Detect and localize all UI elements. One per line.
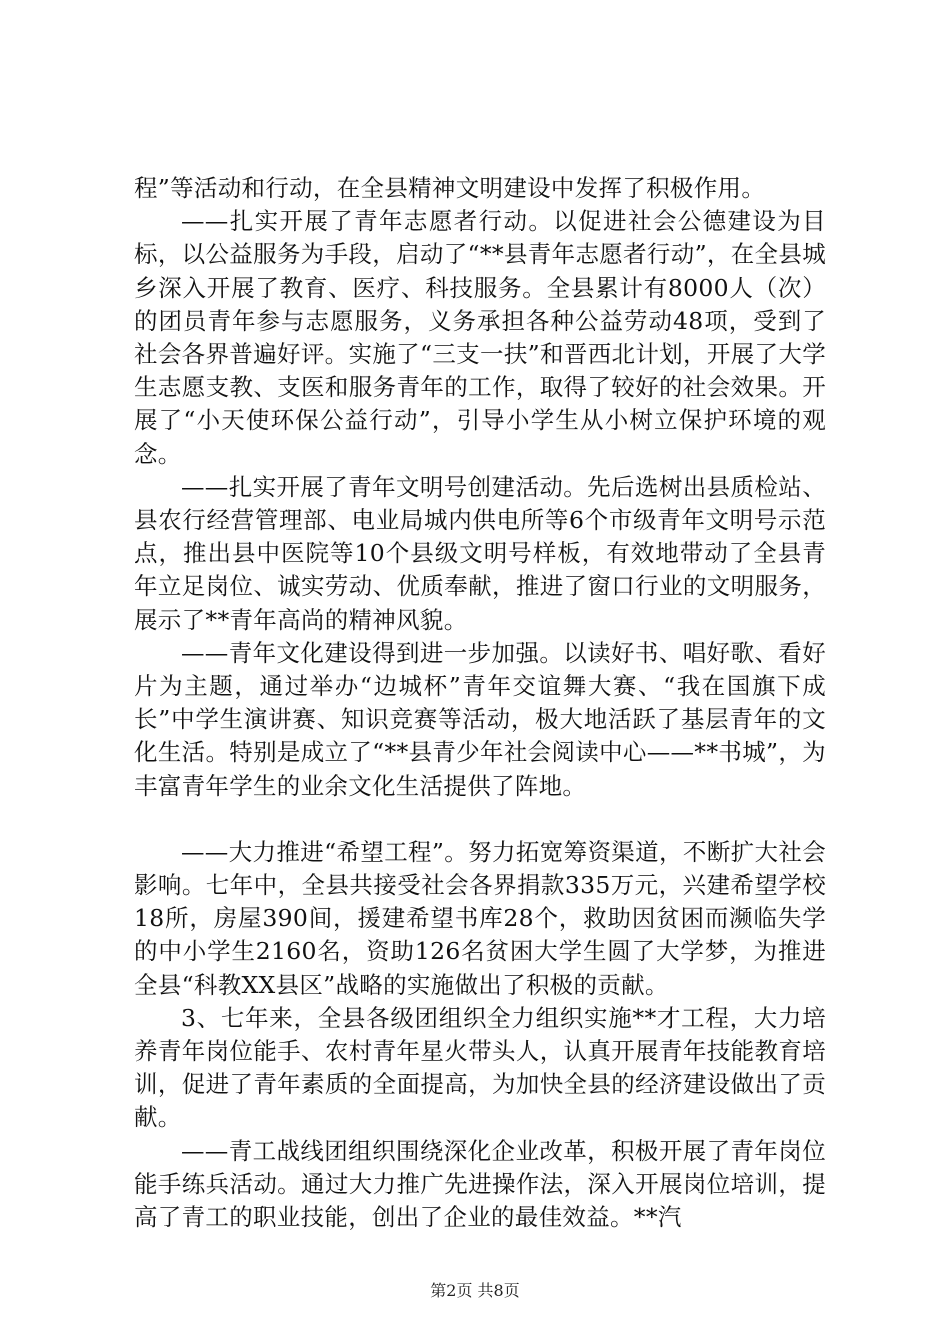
paragraph-continuation: 程”等活动和行动，在全县精神文明建设中发挥了积极作用。 — [134, 174, 766, 202]
paragraph-youth-culture: ——青年文化建设得到进一步加强。以读好书、唱好歌、看好片为主题，通过举办“边城杯”青年交谊舞大赛、“我在国旗下成长”中学生演讲赛、知识竞赛等活动，极大地活跃了基层青年的文化生活。特别是成立了“**县青少年社会阅读中心——**书城”，为丰富青年学生的业余文化生活提供了阵地。 — [134, 638, 826, 800]
paragraph-job-skills: ——青工战线团组织围绕深化企业改革，积极开展了青年岗位能手练兵活动。通过大力推广先进操作法，深入开展岗位培训，提高了青工的职业技能，创出了企业的最佳效益。**汽 — [134, 1136, 826, 1232]
paragraph-hope-project: ——大力推进“希望工程”。努力拓宽筹资渠道，不断扩大社会影响。七年中，全县共接受社会各界捐款335万元，兴建希望学校18所，房屋390间，援建希望书库28个，救助因贫困而濒临失学的中小学生2160名，资助126名贫困大学生圆了大学梦，为推进全县“科教XX县区”战略的实施做出了积极的贡献。 — [134, 837, 826, 999]
paragraph-volunteer-action: ——扎实开展了青年志愿者行动。以促进社会公德建设为目标，以公益服务为手段，启动了“**县青年志愿者行动”，在全县城乡深入开展了教育、医疗、科技服务。全县累计有8000人（次）的团员青年参与志愿服务，义务承担各种公益劳动48项，受到了社会各界普遍好评。实施了“三支一扶”和晋西北计划，开展了大学生志愿支教、支医和服务青年的工作，取得了较好的社会效果。开展了“小天使环保公益行动”，引导小学生从小树立保护环境的观念。 — [134, 207, 826, 468]
paragraph-civilization-units: ——扎实开展了青年文明号创建活动。先后选树出县质检站、县农行经营管理部、电业局城内供电所等6个市级青年文明号示范点，推出县中医院等10个县级文明号样板，有效地带动了全县青年立足岗位、诚实劳动、优质奉献，推进了窗口行业的文明服务，展示了**青年高尚的精神风貌。 — [134, 472, 826, 634]
page-footer: 第2页 共8页 — [430, 1281, 520, 1300]
paragraph-talent-project: 3、七年来，全县各级团组织全力组织实施**才工程，大力培养青年岗位能手、农村青年星火带头人，认真开展青年技能教育培训，促进了青年素质的全面提高，为加快全县的经济建设做出了贡献。 — [134, 1003, 826, 1132]
document-body — [134, 172, 826, 1234]
